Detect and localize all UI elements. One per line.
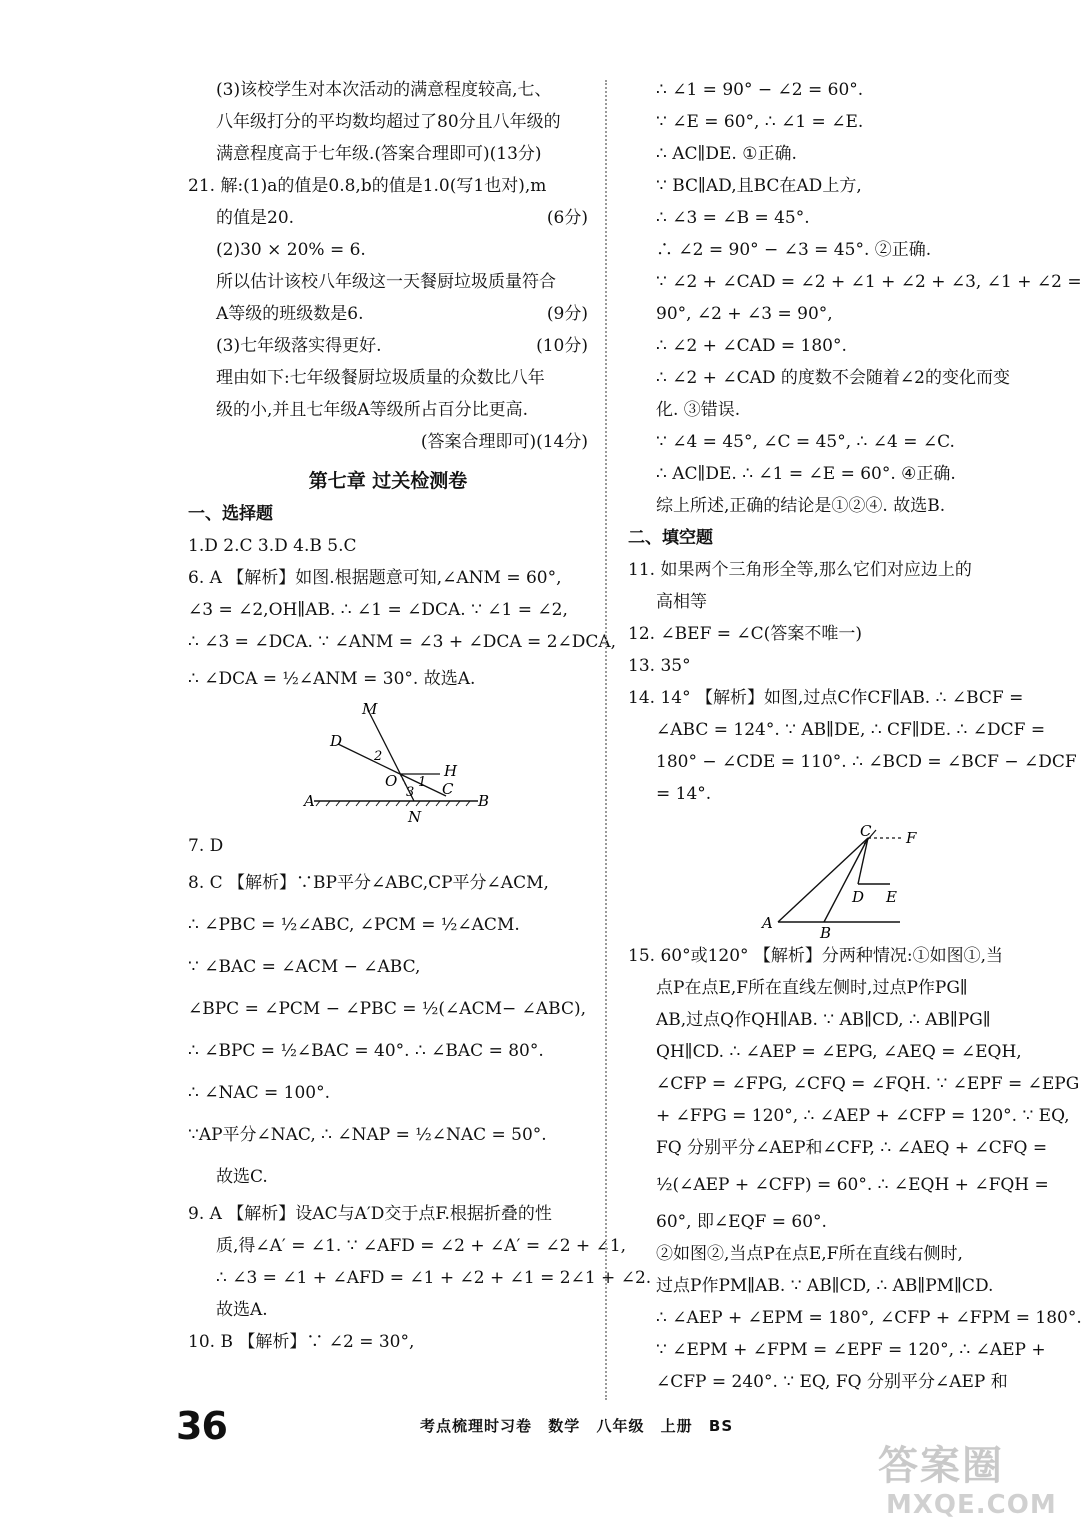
text-line: ∴ ∠3 = ∠B = 45°. xyxy=(656,208,810,228)
text-line: ∴ ∠2 = 90° − ∠3 = 45°. ②正确. xyxy=(656,240,932,260)
text-line: 过点P作PM∥AB. ∵ AB∥CD, ∴ AB∥PM∥CD. xyxy=(656,1276,994,1296)
text-line: ∵AP平分∠NAC, ∴ ∠NAP = ½∠NAC = 50°. xyxy=(188,1125,547,1145)
text-line: (3)七年级落实得更好. (10分) xyxy=(188,330,588,362)
geometry-diagram-q14 xyxy=(628,810,1028,940)
page-number: 36 xyxy=(176,1404,227,1448)
text-line: 180° − ∠CDE = 110°. ∴ ∠BCD = ∠BCF − ∠DCF xyxy=(656,752,1077,772)
label-2: 2 xyxy=(374,749,383,764)
text-line: 所以估计该校八年级这一天餐厨垃圾质量符合 xyxy=(216,272,556,292)
text-line: 综上所述,正确的结论是①②④. 故选B. xyxy=(656,496,946,516)
label-E: E xyxy=(886,888,897,906)
text-line: 60°, 即∠EQF = 60°. xyxy=(656,1212,827,1232)
geometry-diagram-q6 xyxy=(188,700,588,830)
label-B: B xyxy=(478,792,490,810)
watermark-title: 答案圈 xyxy=(878,1443,1004,1489)
label-A: A xyxy=(304,792,315,810)
label-C: C xyxy=(442,780,454,798)
text-line: ∵ ∠E = 60°, ∴ ∠1 = ∠E. xyxy=(656,112,864,132)
label-D: D xyxy=(852,888,865,906)
text-line: (答案合理即可)(14分) xyxy=(420,432,588,452)
text-line: ½(∠AEP + ∠CFP) = 60°. ∴ ∠EQH + ∠FQH = xyxy=(656,1175,1049,1195)
text-line: AB,过点Q作QH∥AB. ∵ AB∥CD, ∴ AB∥PG∥ xyxy=(656,1010,991,1030)
text-line: ∴ ∠AEP + ∠EPM = 180°, ∠CFP + ∠FPM = 180°. xyxy=(656,1308,1082,1328)
left-column xyxy=(188,74,652,1358)
score: (6分) xyxy=(546,208,588,228)
text-line: 点P在点E,F所在直线左侧时,过点P作PG∥ xyxy=(656,978,968,998)
text-line: ∴ ∠1 = 90° − ∠2 = 60°. xyxy=(656,80,864,100)
text-line: ∴ ∠2 + ∠CAD 的度数不会随着∠2的变化而变 xyxy=(656,368,1010,388)
text-line: 满意程度高于七年级.(答案合理即可)(13分) xyxy=(216,144,542,164)
text-line: 21. 解:(1)a的值是0.8,b的值是1.0(写1也对),m xyxy=(188,176,547,196)
text-line: 级的小,并且七年级A等级所占百分比更高. xyxy=(216,400,529,420)
text-line: (3)该校学生对本次活动的满意程度较高,七、 xyxy=(216,80,552,100)
text-line: 13. 35° xyxy=(628,656,691,676)
text-line: 高相等 xyxy=(656,592,707,612)
text-line: 14. 14° 【解析】如图,过点C作CF∥AB. ∴ ∠BCF = xyxy=(628,688,1024,708)
text-line: ∠3 = ∠2,OH∥AB. ∴ ∠1 = ∠DCA. ∵ ∠1 = ∠2, xyxy=(188,600,568,620)
text-line: ∠CFP = ∠FPG, ∠CFQ = ∠FQH. ∵ ∠EPF = ∠EPG xyxy=(656,1074,1080,1094)
score: (10分) xyxy=(536,336,588,356)
text-line: 8. C 【解析】∵BP平分∠ABC,CP平分∠ACM, xyxy=(188,873,549,893)
label-D: D xyxy=(330,732,343,750)
text-line: 12. ∠BEF = ∠C(答案不唯一) xyxy=(628,624,862,644)
text-line: 10. B 【解析】∵ ∠2 = 30°, xyxy=(188,1332,415,1352)
text-line: ∴ ∠2 + ∠CAD = 180°. xyxy=(656,336,847,356)
text-line: 八年级打分的平均数均超过了80分且八年级的 xyxy=(216,112,561,132)
text-line: ∴ AC∥DE. ∴ ∠1 = ∠E = 60°. ④正确. xyxy=(656,464,956,484)
text-line: ②如图②,当点P在点E,F所在直线右侧时, xyxy=(656,1244,963,1264)
label-C: C xyxy=(860,822,872,840)
text-line: QH∥CD. ∴ ∠AEP = ∠EPG, ∠AEQ = ∠EQH, xyxy=(656,1042,1022,1062)
text-line: + ∠FPG = 120°, ∴ ∠AEP + ∠CFP = 120°. ∵ EQ, xyxy=(656,1106,1070,1126)
figure-q6 xyxy=(188,700,588,830)
text-line: ∵ ∠4 = 45°, ∠C = 45°, ∴ ∠4 = ∠C. xyxy=(656,432,955,452)
figure-q14 xyxy=(628,810,1028,940)
text-line: ∴ ∠3 = ∠DCA. ∵ ∠ANM = ∠3 + ∠DCA = 2∠DCA, xyxy=(188,632,617,652)
label-F: F xyxy=(906,829,917,847)
text-line: = 14°. xyxy=(656,784,712,804)
watermark-url: MXQE.COM xyxy=(886,1490,1057,1520)
text-line: 故选A. xyxy=(216,1300,268,1320)
text-line: 6. A 【解析】如图.根据题意可知,∠ANM = 60°, xyxy=(188,568,562,588)
text-line: A等级的班级数是6. (9分) xyxy=(188,298,588,330)
text-line: 理由如下:七年级餐厨垃圾质量的众数比八年 xyxy=(216,368,545,388)
text-line: 化. ③错误. xyxy=(656,400,741,420)
text-line: 故选C. xyxy=(216,1167,268,1187)
text-line: ∠BPC = ∠PCM − ∠PBC = ½(∠ACM− ∠ABC), xyxy=(188,999,586,1019)
label-3: 3 xyxy=(406,785,415,800)
text-line: ∵ ∠2 + ∠CAD = ∠2 + ∠1 + ∠2 + ∠3, ∠1 + ∠2 = xyxy=(656,272,1082,292)
label-A: A xyxy=(762,914,773,932)
text-line: ∴ ∠PBC = ½∠ABC, ∠PCM = ½∠ACM. xyxy=(188,915,520,935)
text-line: ∠ABC = 124°. ∵ AB∥DE, ∴ CF∥DE. ∴ ∠DCF = xyxy=(656,720,1046,740)
label-M: M xyxy=(362,700,378,718)
text-line: 9. A 【解析】设AC与A′D交于点F.根据折叠的性 xyxy=(188,1204,552,1224)
right-column xyxy=(628,74,1082,1398)
score: (9分) xyxy=(546,304,588,324)
text-line: ∵ BC∥AD,且BC在AD上方, xyxy=(656,176,862,196)
text-line: ∴ AC∥DE. ①正确. xyxy=(656,144,797,164)
text-line: ∠CFP = 240°. ∵ EQ, FQ 分别平分∠AEP 和 xyxy=(656,1372,1008,1392)
text-line: ∴ ∠3 = ∠1 + ∠AFD = ∠1 + ∠2 + ∠1 = 2∠1 + ∠2. xyxy=(216,1268,652,1288)
text-line: ∴ ∠NAC = 100°. xyxy=(188,1083,331,1103)
chapter-title: 第七章 过关检测卷 xyxy=(308,470,468,492)
section-heading: 一、选择题 xyxy=(188,504,273,524)
text-line: ∴ ∠DCA = ½∠ANM = 30°. 故选A. xyxy=(188,669,476,689)
watermark-logo xyxy=(872,1432,1057,1532)
text-line: 11. 如果两个三角形全等,那么它们对应边上的 xyxy=(628,560,972,580)
column-divider xyxy=(605,80,607,1400)
text-line: FQ 分别平分∠AEP和∠CFP, ∴ ∠AEQ + ∠CFQ = xyxy=(656,1138,1048,1158)
text-line: 质,得∠A′ = ∠1. ∵ ∠AFD = ∠2 + ∠A′ = ∠2 + ∠1, xyxy=(216,1236,627,1256)
label-H: H xyxy=(444,762,458,780)
text-line: 90°, ∠2 + ∠3 = 90°, xyxy=(656,304,833,324)
section-heading: 二、填空题 xyxy=(628,528,713,548)
label-N: N xyxy=(408,808,422,826)
label-O: O xyxy=(385,772,398,790)
text-line: ∴ ∠BPC = ½∠BAC = 40°. ∴ ∠BAC = 80°. xyxy=(188,1041,544,1061)
text-line: 15. 60°或120° 【解析】分两种情况:①如图①,当 xyxy=(628,946,1004,966)
text-line: 7. D xyxy=(188,836,224,856)
text-line: 的值是20. (6分) xyxy=(188,202,588,234)
footer-text: 考点梳理时习卷 数学 八年级 上册 BS xyxy=(420,1417,734,1435)
label-1: 1 xyxy=(418,775,427,790)
answers-line: 1.D 2.C 3.D 4.B 5.C xyxy=(188,536,357,556)
text-line: ∵ ∠EPM + ∠FPM = ∠EPF = 120°, ∴ ∠AEP + xyxy=(656,1340,1046,1360)
text-line: ∵ ∠BAC = ∠ACM − ∠ABC, xyxy=(188,957,421,977)
text-line: (2)30 × 20% = 6. xyxy=(216,240,366,260)
label-B: B xyxy=(820,924,832,942)
